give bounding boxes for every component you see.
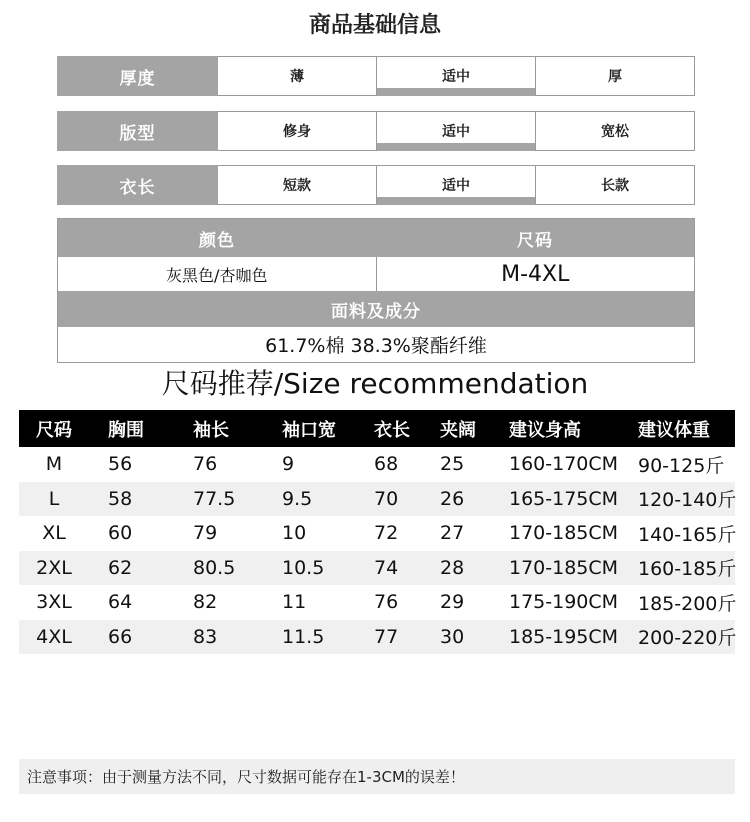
attribute-option: 长款 <box>536 165 695 205</box>
table-row <box>19 620 735 655</box>
table-cell: 26 <box>440 487 465 510</box>
table-cell: 56 <box>108 453 133 476</box>
table-cell: 160-170CM <box>509 453 619 476</box>
attribute-option-selected: 适中 <box>377 111 536 151</box>
fabric-label: 面料及成分 <box>58 291 694 327</box>
color-label: 颜色 <box>199 230 235 251</box>
table-row <box>19 585 735 620</box>
table-header-row <box>19 410 735 447</box>
table-cell: 185-200斤 <box>638 592 737 615</box>
column-header: 袖口宽 <box>282 419 336 441</box>
attribute-label: 厚度 <box>57 56 218 96</box>
table-cell: 160-185斤 <box>638 558 737 581</box>
table-cell: 2XL <box>36 556 72 579</box>
table-cell: 200-220斤 <box>638 627 737 650</box>
size-value: M-4XL <box>376 257 695 291</box>
table-cell: 3XL <box>36 591 72 614</box>
table-row <box>19 551 735 586</box>
table-cell: 175-190CM <box>509 591 619 614</box>
table-cell: 76 <box>374 591 399 614</box>
table-cell: 9.5 <box>282 487 313 510</box>
table-row <box>19 482 735 517</box>
column-header: 袖长 <box>193 419 229 441</box>
table-cell: 4XL <box>36 625 72 648</box>
table-cell: 120-140斤 <box>638 489 737 512</box>
table-cell: 64 <box>108 591 133 614</box>
column-header: 夹阔 <box>440 419 476 441</box>
attribute-option: 薄 <box>218 56 377 96</box>
size-label: 尺码 <box>517 230 553 251</box>
column-header: 建议体重 <box>638 419 710 441</box>
attribute-row-fit <box>57 111 695 151</box>
attribute-label: 版型 <box>57 111 218 151</box>
table-cell: 140-165斤 <box>638 523 737 546</box>
page-title: 商品基础信息 <box>308 13 441 38</box>
table-cell: 29 <box>440 591 465 614</box>
column-header: 建议身高 <box>509 419 581 441</box>
table-cell: 27 <box>440 522 465 545</box>
table-cell: 79 <box>193 522 218 545</box>
table-cell: 66 <box>108 625 133 648</box>
table-cell: XL <box>42 522 66 545</box>
column-header: 胸围 <box>108 419 144 441</box>
table-cell: 170-185CM <box>509 522 619 545</box>
table-cell: 60 <box>108 522 133 545</box>
table-cell: L <box>48 487 60 510</box>
table-cell: 9 <box>282 453 295 476</box>
column-header: 尺码 <box>36 419 72 441</box>
attribute-option-selected: 适中 <box>377 165 536 205</box>
table-cell: 58 <box>108 487 133 510</box>
info-values <box>58 257 694 291</box>
table-cell: 68 <box>374 453 399 476</box>
table-cell: 10.5 <box>282 556 325 579</box>
info-block <box>57 218 695 363</box>
table-cell: 185-195CM <box>509 625 619 648</box>
table-cell: 165-175CM <box>509 487 619 510</box>
table-cell: 90-125斤 <box>638 454 725 477</box>
measurement-note: 注意事项：由于测量方法不同，尺寸数据可能存在1-3CM的误差！ <box>19 759 735 794</box>
table-cell: 25 <box>440 453 465 476</box>
attribute-option: 短款 <box>218 165 377 205</box>
size-section-title: 尺码推荐/Size recommendation <box>161 367 589 400</box>
table-row <box>19 447 735 482</box>
table-cell: 77 <box>374 625 399 648</box>
attribute-option: 修身 <box>218 111 377 151</box>
attribute-label: 衣长 <box>57 165 218 205</box>
size-table <box>19 410 735 654</box>
attribute-row-length <box>57 165 695 205</box>
table-cell: 30 <box>440 625 465 648</box>
attribute-option: 宽松 <box>536 111 695 151</box>
table-cell: M <box>45 453 63 476</box>
color-value: 灰黑色/杏咖色 <box>166 265 268 285</box>
table-row <box>19 516 735 551</box>
attribute-row-thickness <box>57 56 695 96</box>
table-cell: 170-185CM <box>509 556 619 579</box>
fabric-value: 61.7%棉 38.3%聚酯纤维 <box>265 335 487 357</box>
table-cell: 83 <box>193 625 218 648</box>
table-cell: 82 <box>193 591 218 614</box>
info-header <box>58 219 694 257</box>
table-cell: 70 <box>374 487 399 510</box>
table-cell: 11.5 <box>282 625 325 648</box>
table-cell: 28 <box>440 556 465 579</box>
attribute-option: 厚 <box>536 56 695 96</box>
table-cell: 11 <box>282 591 307 614</box>
table-cell: 72 <box>374 522 399 545</box>
column-header: 衣长 <box>374 419 410 441</box>
table-cell: 74 <box>374 556 399 579</box>
table-cell: 80.5 <box>193 556 236 579</box>
table-cell: 10 <box>282 522 307 545</box>
table-cell: 62 <box>108 556 133 579</box>
attribute-option-selected: 适中 <box>377 56 536 96</box>
table-cell: 76 <box>193 453 218 476</box>
table-cell: 77.5 <box>193 487 236 510</box>
